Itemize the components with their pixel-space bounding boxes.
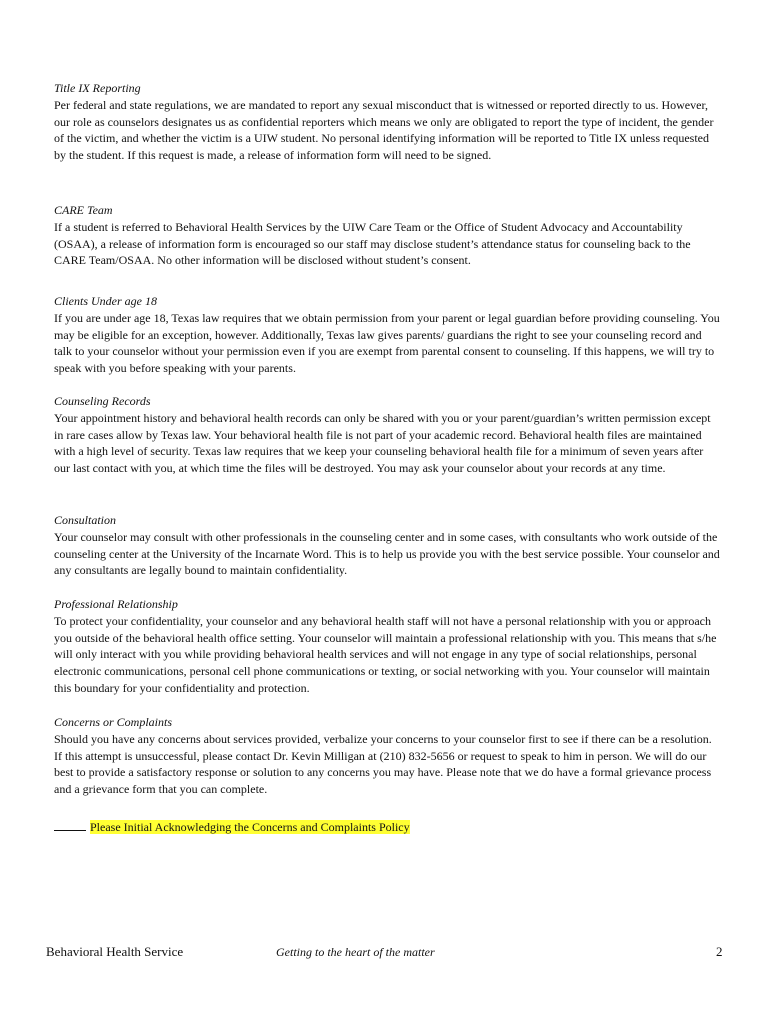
section-heading: Professional Relationship [54, 597, 178, 611]
page-footer [0, 944, 770, 964]
section-consultation [54, 512, 722, 579]
section-clients-under-18 [54, 293, 722, 377]
section-heading: Clients Under age 18 [54, 294, 157, 308]
page-number: 2 [716, 944, 723, 959]
section-professional-relationship [54, 596, 722, 697]
footer-tagline: Getting to the heart of the matter [276, 945, 435, 959]
section-text: Your appointment history and behavioral health records can only be shared with you or your parent/guardian’s written permission except in rare cases allow by Texas law. Your behavioral health file is not part of your academic record. Behavioral health files are maintained with a high level of security. Texas law requires that we keep your counseling behavioral health file for a minimum of seven years after our last contact with you, at which time the files will be destroyed. You may ask your counselor about your records at any time. [54, 410, 711, 476]
section-text: Should you have any concerns about services provided, verbalize your concerns to your counselor first to see if there can be a resolution. If this attempt is unsuccessful, please contact Dr. Kevin Milligan at (210) 832-5656 or request to speak to him in person. We will do our best to provide a satisfactory response or solution to any concerns you may have. Please note that we do have a formal grievance process and a grievance form that you can complete. [54, 731, 712, 797]
initials-blank-field[interactable] [54, 818, 86, 831]
section-text: Your counselor may consult with other professionals in the counseling center and in some cases, with consultants who work outside of the counseling center at the University of the Incarnate Word. This is to help us provide you with the best service possible. Your counselor and any consultants are legally bound to maintain confidentiality. [54, 529, 720, 578]
section-heading: Title IX Reporting [54, 81, 141, 95]
section-text: If a student is referred to Behavioral Health Services by the UIW Care Team or the Office of Student Advocacy and Accountability (OSAA), a release of information form is encouraged so our staff may disclose student’s attendance status for counseling back to the CARE Team/OSAA. No other information will be disclosed without student’s consent. [54, 219, 691, 268]
footer-organization: Behavioral Health Service [46, 944, 184, 959]
section-text: If you are under age 18, Texas law requires that we obtain permission from your parent or legal guardian before providing counseling. You may be eligible for an exception, however. Additionally, Texas law gives parents/ guardians the right to see your counseling record and talk to your counselor without your permission even if you are exempt from parental consent to counseling. If this happens, we will try to speak with you before speaking with your parents. [54, 310, 720, 376]
section-heading: CARE Team [54, 203, 113, 217]
section-title-ix [54, 80, 722, 164]
section-concerns-complaints [54, 714, 722, 798]
section-text: Per federal and state regulations, we are mandated to report any sexual misconduct that is witnessed or reported directly to us. However, our role as counselors designates us as confidential reporters which means we only are obligated to report the type of incident, the gender of the victim, and whether the victim is a UIW student. No personal identifying information will be reported to Title IX unless requested by the student. If this request is made, a release of information form will need to be signed. [54, 97, 714, 163]
section-care-team [54, 202, 722, 269]
acknowledgement-line [54, 818, 410, 835]
section-heading: Consultation [54, 513, 117, 527]
section-counseling-records [54, 393, 722, 477]
section-heading: Concerns or Complaints [54, 715, 173, 729]
section-text: To protect your confidentiality, your counselor and any behavioral health staff will not have a personal relationship with you or approach you outside of the behavioral health office setting. Your counselor will maintain a professional relationship with you. This means that s/he will only interact with you while providing behavioral health services and will not engage in any type of social relationships, personal electronic communications, personal cell phone communications or texting, or social networking with you. Your counselor will maintain this boundary for your confidentiality and protection. [54, 613, 717, 695]
acknowledgement-text: Please Initial Acknowledging the Concerns and Complaints Policy [90, 820, 410, 834]
section-heading: Counseling Records [54, 394, 151, 408]
